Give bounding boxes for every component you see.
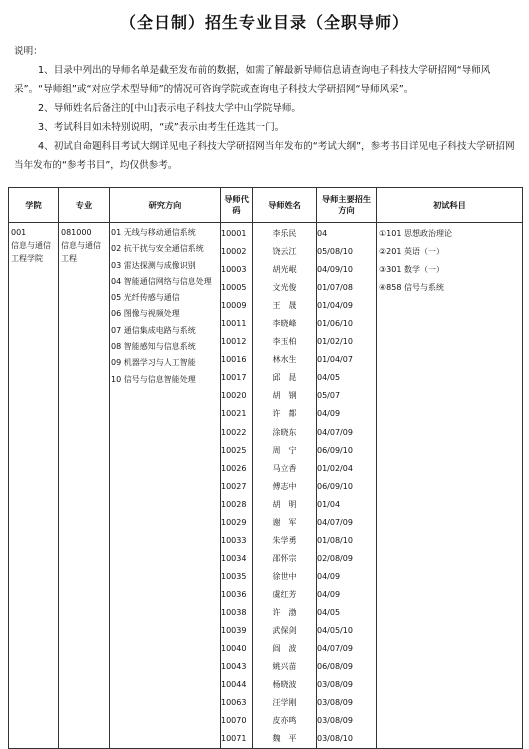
supervisor-code: 10039 bbox=[221, 626, 247, 636]
supervisor-code: 10063 bbox=[221, 698, 247, 708]
exam-subject: ②201 英语（一） bbox=[379, 247, 444, 257]
supervisor-direction: 01/07/08 bbox=[317, 283, 353, 293]
header-supervisor-code: 导师代码 bbox=[221, 188, 253, 223]
supervisor-direction: 01/04 bbox=[317, 499, 341, 509]
supervisor-name: 周 宁 bbox=[272, 445, 297, 455]
catalog-table bbox=[8, 187, 523, 749]
table-header-row bbox=[9, 188, 523, 223]
note-3: 3、考试科目如未特别说明，“或”表示由考生任选其一门。 bbox=[38, 122, 285, 133]
direction-item: 05 光纤传感与通信 bbox=[111, 293, 180, 303]
direction-item: 06 图像与视频处理 bbox=[111, 309, 180, 319]
header-exam-subjects: 初试科目 bbox=[377, 188, 523, 223]
supervisor-direction: 04/05 bbox=[317, 373, 341, 383]
supervisor-direction: 04/07/09 bbox=[317, 517, 353, 527]
header-college: 学院 bbox=[9, 188, 59, 223]
supervisor-name: 魏 平 bbox=[272, 734, 297, 744]
header-primary-direction: 导师主要招生方向 bbox=[317, 188, 377, 223]
supervisor-name: 胡 明 bbox=[272, 499, 297, 509]
supervisor-code: 10035 bbox=[221, 571, 247, 581]
supervisor-name: 李玉柏 bbox=[272, 337, 297, 347]
supervisor-direction: 02/08/09 bbox=[317, 553, 353, 563]
major-code: 081000 bbox=[61, 228, 92, 237]
supervisor-name: 虞红芳 bbox=[272, 589, 297, 599]
supervisor-code: 10002 bbox=[221, 247, 247, 257]
supervisor-code: 10040 bbox=[221, 644, 247, 654]
direction-item: 10 信号与信息智能处理 bbox=[111, 374, 196, 384]
exam-subject: ③301 数学（一） bbox=[379, 265, 444, 275]
supervisor-name: 李晓峰 bbox=[272, 319, 297, 329]
header-direction: 研究方向 bbox=[110, 188, 221, 223]
direction-item: 08 智能感知与信息系统 bbox=[111, 342, 196, 352]
page-title: （全日制）招生专业目录（全职导师） bbox=[119, 13, 409, 32]
name-cell bbox=[253, 223, 317, 749]
supervisor-direction: 01/02/04 bbox=[317, 463, 353, 473]
major-name: 信息与通信工程 bbox=[61, 241, 101, 263]
supervisor-direction: 04/05/10 bbox=[317, 626, 353, 636]
supervisor-direction: 04/09/10 bbox=[317, 265, 353, 275]
major-cell bbox=[59, 223, 110, 749]
primary-dir-cell bbox=[317, 223, 377, 749]
supervisor-code: 10027 bbox=[221, 481, 247, 491]
supervisor-direction: 03/08/09 bbox=[317, 716, 353, 726]
supervisor-name: 姚兴苗 bbox=[272, 662, 297, 672]
supervisor-code: 10044 bbox=[221, 680, 247, 690]
supervisor-code: 10033 bbox=[221, 535, 247, 545]
supervisor-code: 10070 bbox=[221, 716, 247, 726]
supervisor-direction: 04 bbox=[317, 229, 328, 238]
supervisor-name: 涂晓东 bbox=[272, 427, 297, 437]
supervisor-name: 朱学勇 bbox=[272, 535, 297, 545]
supervisor-name: 谢 军 bbox=[272, 517, 297, 527]
supervisor-name: 许 渤 bbox=[272, 607, 297, 617]
supervisor-direction: 06/09/10 bbox=[317, 481, 353, 491]
supervisor-code: 10011 bbox=[221, 319, 247, 329]
supervisor-direction: 05/08/10 bbox=[317, 247, 353, 257]
supervisor-direction: 03/08/10 bbox=[317, 734, 353, 744]
supervisor-direction: 01/04/07 bbox=[317, 355, 353, 365]
supervisor-direction: 05/07 bbox=[317, 391, 341, 401]
supervisor-direction: 06/08/09 bbox=[317, 662, 353, 672]
supervisor-name: 阎 波 bbox=[272, 644, 297, 654]
supervisor-direction: 01/02/10 bbox=[317, 337, 353, 347]
header-supervisor-name: 导师姓名 bbox=[253, 188, 317, 223]
supervisor-code: 10012 bbox=[221, 337, 247, 347]
supervisor-code: 10038 bbox=[221, 607, 247, 617]
supervisor-code: 10036 bbox=[221, 589, 247, 599]
supervisor-code: 10016 bbox=[221, 355, 247, 365]
college-code: 001 bbox=[11, 228, 27, 237]
supervisor-name: 文光俊 bbox=[272, 283, 297, 293]
supervisor-direction: 03/08/09 bbox=[317, 680, 353, 690]
supervisor-direction: 03/08/09 bbox=[317, 698, 353, 708]
code-cell bbox=[221, 223, 253, 749]
supervisor-name: 李乐民 bbox=[272, 229, 297, 238]
supervisor-name: 杨晓波 bbox=[272, 680, 297, 690]
supervisor-code: 10025 bbox=[221, 445, 247, 455]
notes-label: 说明： bbox=[14, 46, 43, 57]
supervisor-code: 10020 bbox=[221, 391, 247, 401]
supervisor-code: 10003 bbox=[221, 265, 247, 275]
supervisor-code: 10009 bbox=[221, 301, 247, 311]
college-cell bbox=[9, 223, 59, 749]
supervisor-name: 林水生 bbox=[272, 355, 297, 365]
supervisor-code: 10017 bbox=[221, 373, 247, 383]
supervisor-name: 胡 钢 bbox=[272, 391, 297, 401]
supervisor-code: 10028 bbox=[221, 499, 247, 509]
primary-direction-list bbox=[317, 223, 376, 748]
supervisor-name: 傅志中 bbox=[272, 481, 297, 491]
supervisor-name: 胡光岷 bbox=[272, 265, 297, 275]
supervisor-name-list bbox=[253, 223, 316, 748]
direction-list bbox=[110, 223, 220, 388]
supervisor-name: 邵怀宗 bbox=[272, 553, 297, 563]
supervisor-direction: 01/06/10 bbox=[317, 319, 353, 329]
header-major: 专业 bbox=[59, 188, 110, 223]
supervisor-direction: 04/07/09 bbox=[317, 427, 353, 437]
direction-cell bbox=[110, 223, 221, 749]
direction-item: 02 抗干扰与安全通信系统 bbox=[111, 244, 204, 254]
exam-subject: ④858 信号与系统 bbox=[379, 283, 444, 293]
supervisor-name: 许 都 bbox=[272, 409, 297, 419]
supervisor-code: 10029 bbox=[221, 517, 247, 527]
supervisor-direction: 04/09 bbox=[317, 409, 341, 419]
note-2: 2、导师姓名后备注的[中山]表示电子科技大学中山学院导师。 bbox=[38, 103, 302, 114]
supervisor-name: 皮亦鸣 bbox=[272, 716, 297, 726]
supervisor-direction: 01/08/10 bbox=[317, 535, 353, 545]
notes-section bbox=[14, 42, 520, 175]
exam-subject-list bbox=[377, 223, 522, 297]
supervisor-name: 邱 昆 bbox=[272, 373, 297, 383]
supervisor-name: 王 晟 bbox=[272, 301, 297, 311]
table-body-row bbox=[9, 223, 523, 749]
supervisor-direction: 04/09 bbox=[317, 589, 341, 599]
supervisor-direction: 04/09 bbox=[317, 571, 341, 581]
supervisor-name: 饶云江 bbox=[272, 247, 297, 257]
supervisor-code: 10071 bbox=[221, 734, 247, 744]
supervisor-name: 武保剑 bbox=[272, 626, 297, 636]
supervisor-direction: 04/07/09 bbox=[317, 644, 353, 654]
supervisor-code: 10034 bbox=[221, 553, 247, 563]
supervisor-direction: 01/04/09 bbox=[317, 301, 353, 311]
direction-item: 09 机器学习与人工智能 bbox=[111, 358, 196, 368]
supervisor-code: 10043 bbox=[221, 662, 247, 672]
direction-item: 01 无线与移动通信系统 bbox=[111, 228, 196, 237]
direction-item: 07 通信集成电路与系统 bbox=[111, 325, 196, 335]
supervisor-name: 汪学刚 bbox=[272, 698, 297, 708]
supervisor-code: 10005 bbox=[221, 283, 247, 293]
supervisor-direction: 04/05 bbox=[317, 607, 341, 617]
note-4: 4、初试自命题科目考试大纲详见电子科技大学研招网当年发布的“考试大纲”，参考书目详见电子科技大学研招网当年发布的“参考书目”，均仅供参考。 bbox=[14, 141, 515, 171]
supervisor-name: 马立香 bbox=[272, 463, 297, 473]
supervisor-code-list bbox=[221, 223, 252, 748]
direction-item: 03 雷达探测与成像识别 bbox=[111, 260, 196, 270]
supervisor-direction: 06/09/10 bbox=[317, 445, 353, 455]
supervisor-code: 10001 bbox=[221, 229, 247, 238]
supervisor-name: 徐世中 bbox=[272, 571, 297, 581]
note-1: 1、目录中列出的导师名单是截至发布前的数据，如需了解最新导师信息请查询电子科技大学研招网“导师风采”。“导师组”或“对应学术型导师”的情况可咨询学院或查询电子科技大学研招网“导师风采”。 bbox=[14, 65, 491, 95]
supervisor-code: 10021 bbox=[221, 409, 247, 419]
supervisor-code: 10022 bbox=[221, 427, 247, 437]
subjects-cell bbox=[377, 223, 523, 749]
direction-item: 04 智能通信网络与信息处理 bbox=[111, 276, 212, 286]
supervisor-code: 10026 bbox=[221, 463, 247, 473]
exam-subject: ①101 思想政治理论 bbox=[379, 229, 452, 238]
college-name: 信息与通信工程学院 bbox=[11, 241, 51, 263]
